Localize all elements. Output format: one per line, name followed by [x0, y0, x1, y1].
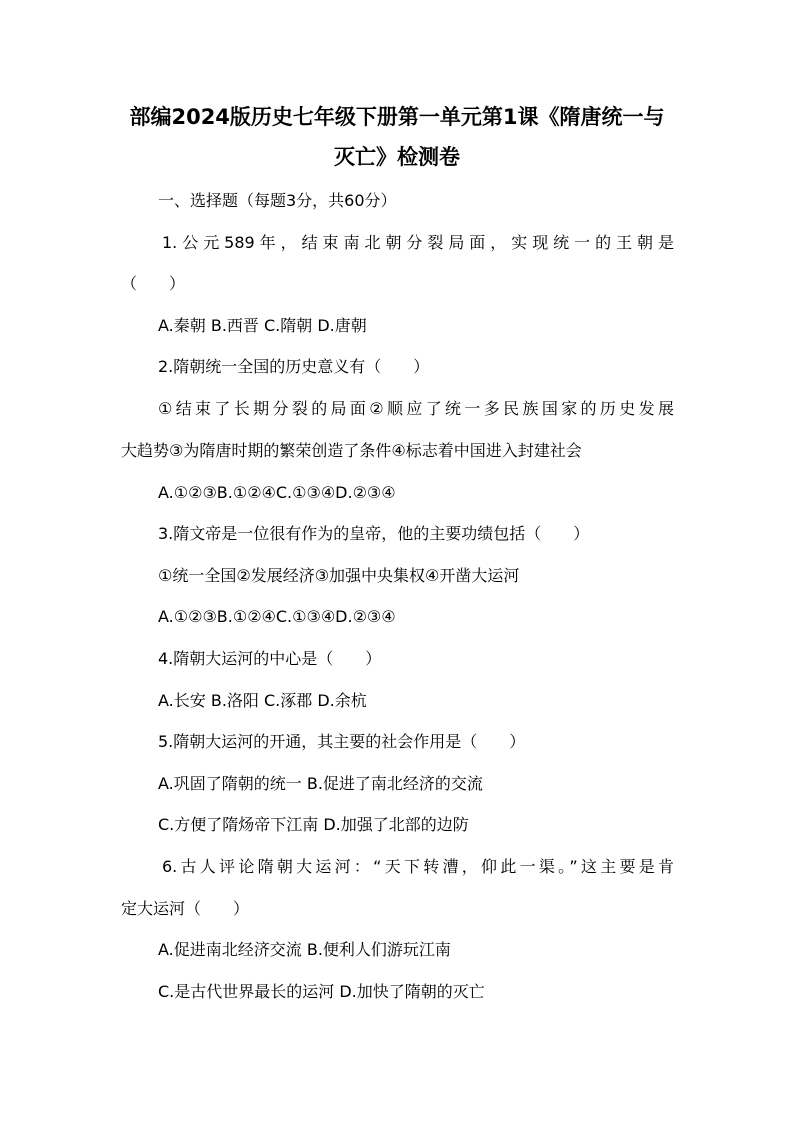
question-1-stem: 1.公元589年，结束南北朝分裂局面，实现统一的王朝是: [162, 233, 674, 252]
question-1-blank: （ ）: [121, 274, 186, 293]
question-3-options: A.①②③B.①②④C.①③④D.②③④: [158, 607, 396, 626]
question-5-options-line-1: A.巩固了隋朝的统一 B.促进了南北经济的交流: [158, 774, 483, 793]
question-3-stem: 3.隋文帝是一位很有作为的皇帝，他的主要功绩包括（ ）: [158, 524, 590, 543]
question-6-options-line-1: A.促进南北经济交流 B.便利人们游玩江南: [158, 940, 451, 959]
question-5-stem: 5.隋朝大运河的开通，其主要的社会作用是（ ）: [158, 732, 526, 751]
question-6-stem: 6.古人评论隋朝大运河：“天下转漕，仰此一渠。”这主要是肯: [162, 857, 674, 876]
question-4-options: A.长安 B.洛阳 C.涿郡 D.余杭: [158, 691, 367, 710]
question-6-stem-continued: 定大运河（ ）: [121, 899, 250, 918]
document-title-line-1: 部编2024版历史七年级下册第一单元第1课《隋唐统一与: [129, 105, 665, 129]
question-3-statements: ①统一全国②发展经济③加强中央集权④开凿大运河: [158, 566, 520, 585]
question-4-stem: 4.隋朝大运河的中心是（ ）: [158, 649, 382, 668]
question-2-options: A.①②③B.①②④C.①③④D.②③④: [158, 483, 396, 502]
question-1-options: A.秦朝 B.西晋 C.隋朝 D.唐朝: [158, 316, 367, 335]
question-5-options-line-2: C.方便了隋炀帝下江南 D.加强了北部的边防: [158, 815, 469, 834]
question-2-statements-line-1: ①结束了长期分裂的局面②顺应了统一多民族国家的历史发展: [158, 399, 674, 418]
question-2-stem: 2.隋朝统一全国的历史意义有（ ）: [158, 357, 430, 376]
question-2-statements-line-2: 大趋势③为隋唐时期的繁荣创造了条件④标志着中国进入封建社会: [121, 441, 582, 460]
document-title-line-2: 灭亡》检测卷: [334, 145, 460, 169]
question-6-options-line-2: C.是古代世界最长的运河 D.加快了隋朝的灭亡: [158, 982, 485, 1001]
section-heading: 一、选择题（每题3分，共60分）: [158, 191, 397, 210]
